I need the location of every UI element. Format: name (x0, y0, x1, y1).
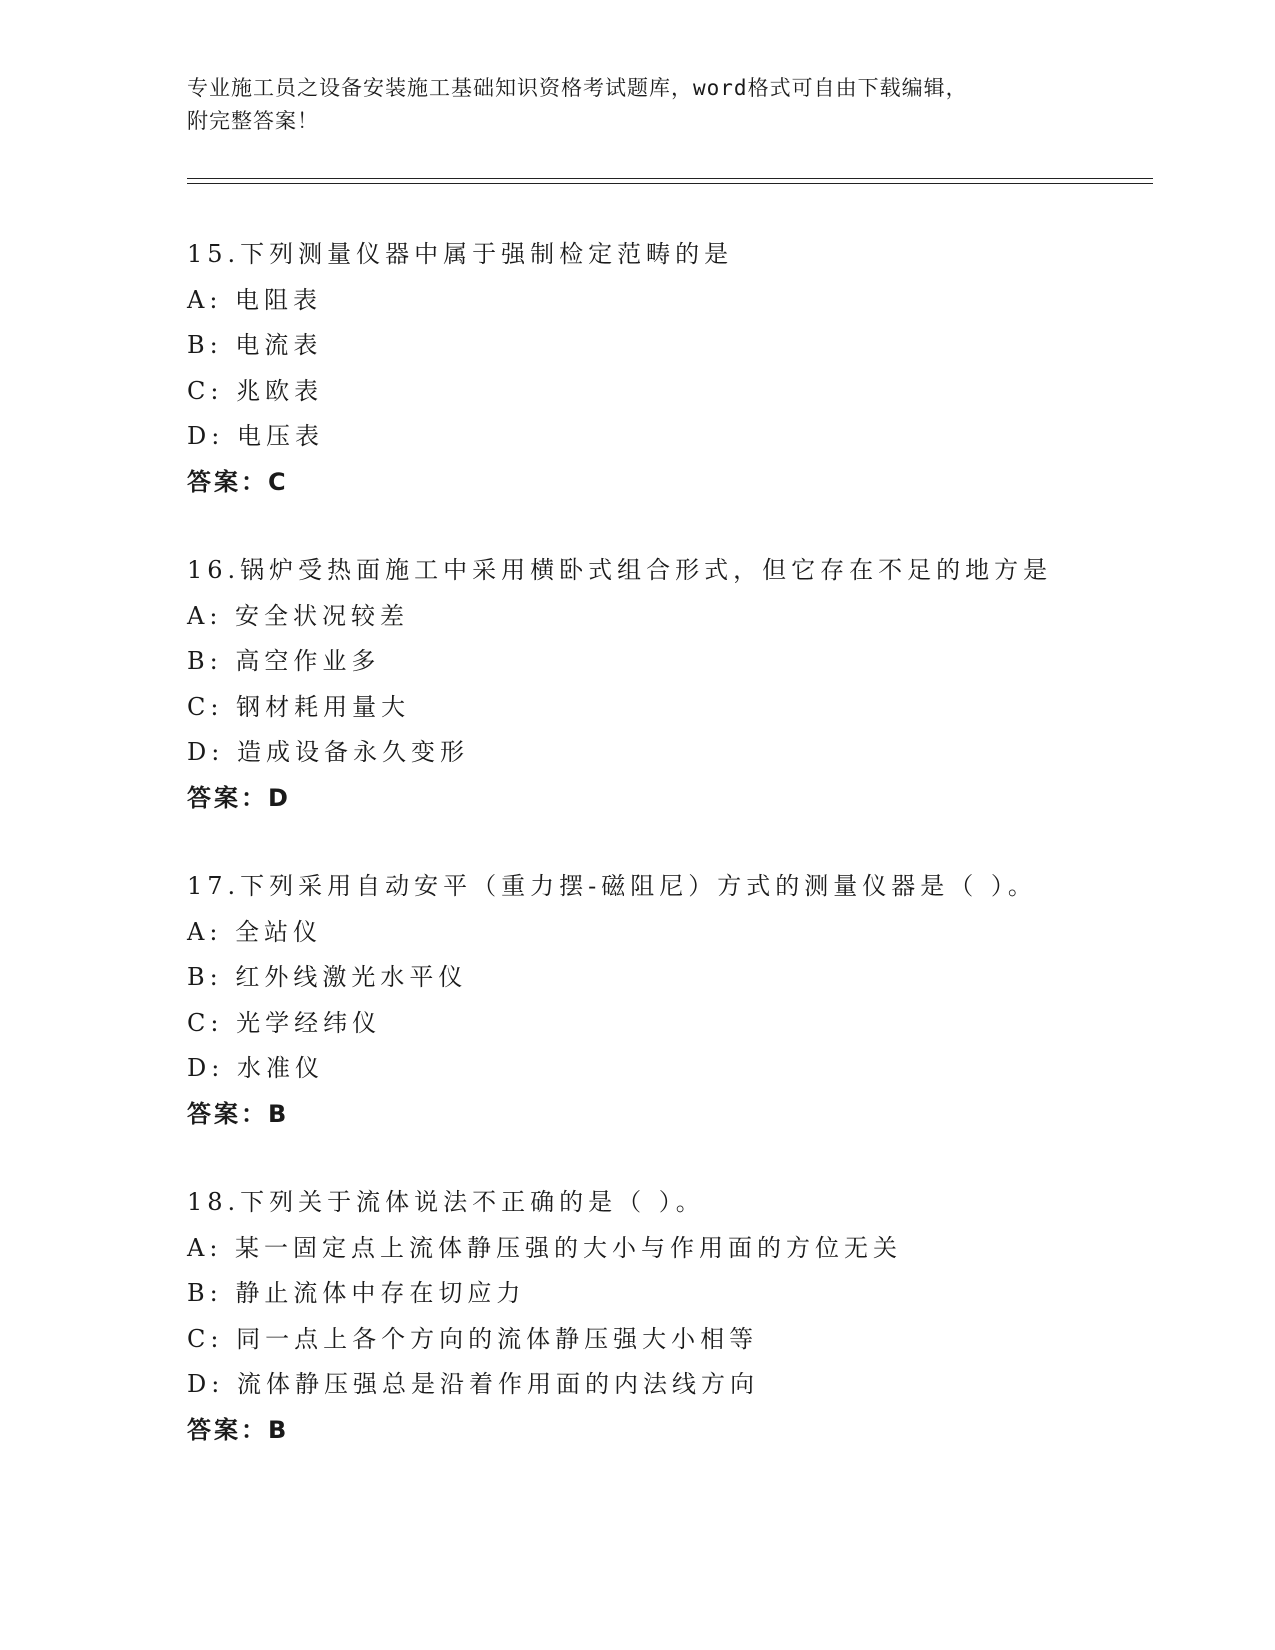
answer: 答案：B (187, 1099, 290, 1128)
question-15 (187, 232, 1167, 505)
question-16 (187, 548, 1167, 821)
option-c: C: 同一点上各个方向的流体静压强大小相等 (187, 1324, 759, 1353)
question-stem: 18.下列关于流体说法不正确的是（ ）。 (187, 1188, 705, 1216)
option-b: B: 电流表 (187, 331, 323, 359)
option-a: A: 电阻表 (187, 285, 323, 314)
option-a: A: 全站仪 (187, 917, 323, 946)
option-d: D: 造成设备永久变形 (187, 738, 469, 766)
question-17 (187, 864, 1167, 1137)
question-stem: 15.下列测量仪器中属于强制检定范畴的是 (187, 240, 734, 268)
option-d: D: 电压表 (187, 422, 324, 450)
option-c: C: 光学经纬仪 (187, 1008, 382, 1037)
option-d: D: 水准仪 (187, 1054, 324, 1082)
option-a: A: 某一固定点上流体静压强的大小与作用面的方位无关 (187, 1233, 903, 1262)
answer: 答案：C (187, 467, 289, 496)
option-d: D: 流体静压强总是沿着作用面的内法线方向 (187, 1370, 759, 1398)
document-header (187, 72, 1047, 138)
question-stem: 16.锅炉受热面施工中采用横卧式组合形式，但它存在不足的地方是 (187, 556, 1053, 584)
header-rule-bottom (187, 183, 1153, 184)
option-b: B: 红外线激光水平仪 (187, 963, 468, 991)
header-rule-top (187, 178, 1153, 179)
question-stem: 17.下列采用自动安平（重力摆-磁阻尼）方式的测量仪器是（ ）。 (187, 872, 1037, 900)
header-line-2: 附完整答案！ (187, 109, 319, 133)
option-b: B: 高空作业多 (187, 647, 381, 675)
option-b: B: 静止流体中存在切应力 (187, 1279, 526, 1307)
question-18 (187, 1180, 1167, 1453)
answer: 答案：B (187, 1415, 290, 1444)
option-a: A: 安全状况较差 (187, 601, 410, 630)
header-line-1: 专业施工员之设备安装施工基础知识资格考试题库，word格式可自由下载编辑， (187, 76, 968, 100)
answer: 答案：D (187, 783, 291, 812)
option-c: C: 钢材耗用量大 (187, 692, 411, 721)
option-c: C: 兆欧表 (187, 376, 324, 405)
